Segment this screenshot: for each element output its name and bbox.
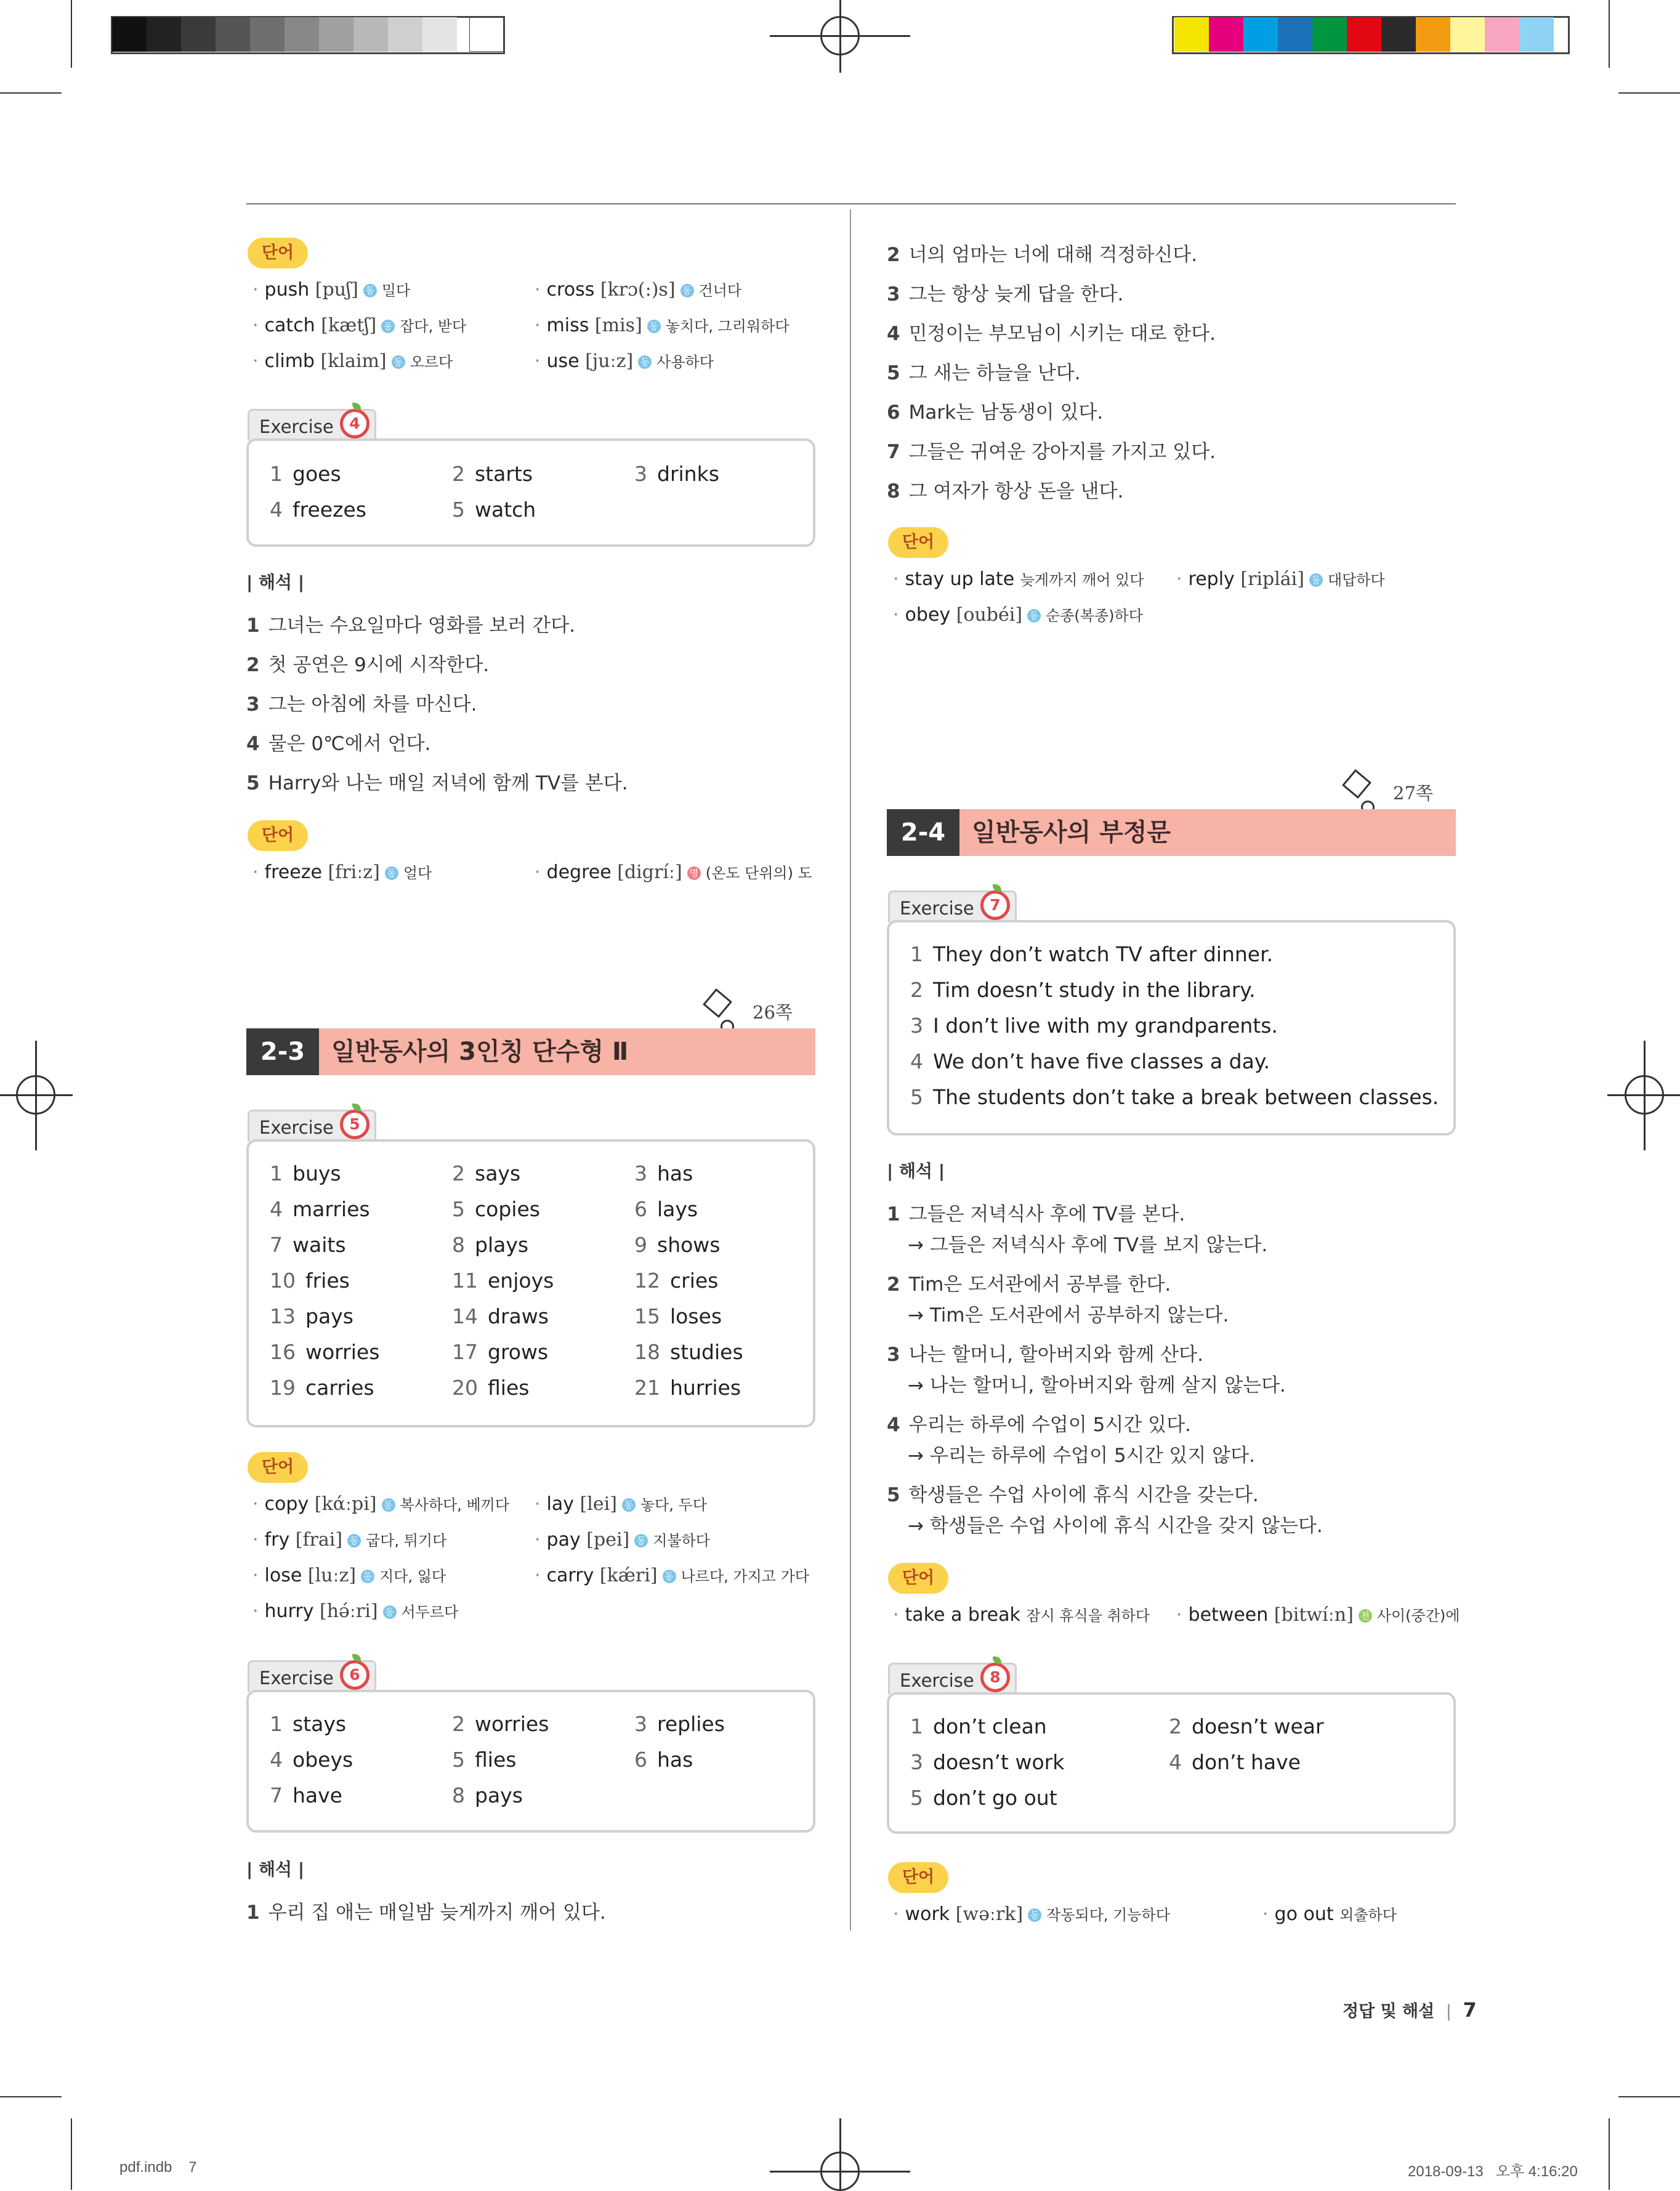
answer: 2 says — [452, 1161, 521, 1185]
answer: 9 shows — [634, 1233, 721, 1257]
vocab-item: · reply [riplái] 동 대답하다 — [1176, 568, 1385, 590]
translation-line: 4 민정이는 부모님이 시키는 대로 한다. — [887, 323, 1216, 345]
vocab-item: · lay [lei] 동 놓다, 두다 — [535, 1493, 707, 1515]
answer: 3 I don’t live with my grandparents. — [910, 1014, 1278, 1038]
vocab-item: · pay [pei] 동 지불하다 — [535, 1529, 710, 1551]
exercise-label: Exercise — [888, 890, 1017, 922]
answer: 16 worries — [270, 1340, 380, 1364]
vocab-tag: 단어 — [888, 1563, 948, 1594]
vocab-item: · hurry [hə́ːri] 동 서두르다 — [252, 1600, 459, 1622]
translation-negative: → 우리는 하루에 수업이 5시간 있지 않다. — [908, 1445, 1255, 1467]
translation-line: 5 학생들은 수업 사이에 휴식 시간을 갖는다. — [887, 1484, 1259, 1506]
vocab-tag: 단어 — [248, 238, 308, 268]
translation-negative: → 학생들은 수업 사이에 휴식 시간을 갖지 않는다. — [908, 1515, 1323, 1537]
print-timestamp: 2018-09-13 오후 4:16:20 — [1408, 2163, 1578, 2180]
translation-negative: → 그들은 저녁식사 후에 TV를 보지 않는다. — [908, 1234, 1268, 1256]
vocab-item: · copy [kάːpi] 동 복사하다, 베끼다 — [252, 1493, 510, 1515]
footer-label: 정답 및 해설 — [1343, 2002, 1435, 2021]
answer: 10 fries — [270, 1269, 350, 1293]
translation-line: 4 물은 0℃에서 언다. — [246, 733, 431, 755]
answer: 14 draws — [452, 1304, 549, 1328]
haeseok-heading: | 해석 | — [887, 1161, 945, 1181]
answer: 2 starts — [452, 462, 533, 486]
vocab-tag: 단어 — [248, 1452, 308, 1483]
translation-line: 5 Harry와 나는 매일 저녁에 함께 TV를 본다. — [246, 772, 628, 794]
answer: 7 have — [270, 1783, 342, 1807]
translation-line: 1 그들은 저녁식사 후에 TV를 본다. — [887, 1203, 1185, 1225]
vocab-item: · catch [kætʃ] 동 잡다, 받다 — [252, 315, 467, 336]
exercise-number: 5 — [340, 1110, 370, 1139]
answer: 1 don’t clean — [910, 1714, 1047, 1738]
translation-line: 1 그녀는 수요일마다 영화를 보러 간다. — [246, 615, 576, 637]
page-footer: 정답 및 해설 | 7 — [1343, 1998, 1477, 2022]
answer: 19 carries — [270, 1376, 374, 1400]
answer: 21 hurries — [634, 1376, 741, 1400]
translation-line: 1 우리 집 애는 매일밤 늦게까지 깨어 있다. — [246, 1902, 606, 1924]
answer: 6 lays — [634, 1197, 698, 1221]
answer: 17 grows — [452, 1340, 549, 1364]
haeseok-heading: | 해석 | — [246, 1859, 305, 1879]
vocab-item: · degree [digríː] 명 (온도 단위의) 도 — [535, 861, 812, 883]
section-number: 2-4 — [887, 809, 959, 856]
answer: 3 replies — [634, 1712, 725, 1736]
translation-line: 3 그는 아침에 차를 마신다. — [246, 693, 477, 716]
vocab-item: · obey [oubéi] 동 순종(복종)하다 — [893, 604, 1143, 626]
vocab-item: · freeze [friːz] 동 얼다 — [252, 861, 432, 883]
column-divider — [850, 209, 851, 1931]
answer: 2 Tim doesn’t study in the library. — [910, 978, 1256, 1002]
translation-line: 7 그들은 귀여운 강아지를 가지고 있다. — [887, 441, 1216, 463]
answer: 11 enjoys — [452, 1269, 554, 1293]
translation-negative: → 나는 할머니, 할아버지와 함께 살지 않는다. — [908, 1374, 1286, 1397]
translation-line: 4 우리는 하루에 수업이 5시간 있다. — [887, 1414, 1191, 1436]
vocab-item: · push [puʃ] 동 밀다 — [252, 279, 411, 301]
haeseok-heading: | 해석 | — [246, 572, 305, 592]
answer: 1 goes — [270, 462, 341, 486]
vocab-tag: 단어 — [888, 1862, 948, 1893]
vocab-item: · cross [krɔ(:)s] 동 건너다 — [535, 279, 742, 301]
answer: 2 doesn’t wear — [1169, 1714, 1324, 1738]
vocab-item: · carry [kǽri] 동 나르다, 가지고 가다 — [535, 1565, 809, 1586]
answer: 5 The students don’t take a break between classes. — [910, 1085, 1439, 1109]
answer: 4 don’t have — [1169, 1750, 1301, 1774]
answer: 4 marries — [270, 1197, 370, 1221]
vocab-item: · work [wəːrk] 동 작동되다, 기능하다 — [893, 1903, 1170, 1925]
answer: 12 cries — [634, 1269, 719, 1293]
vocab-item: · lose [luːz] 동 지다, 잃다 — [252, 1565, 446, 1586]
exercise-label: Exercise — [888, 1663, 1017, 1695]
answer: 1 They don’t watch TV after dinner. — [910, 942, 1274, 966]
translation-line: 2 첫 공연은 9시에 시작한다. — [246, 654, 490, 676]
vocab-item: · fry [frai] 동 굽다, 튀기다 — [252, 1529, 447, 1551]
answer: 5 watch — [452, 498, 536, 522]
answer: 6 has — [634, 1748, 693, 1772]
answer: 8 pays — [452, 1783, 523, 1807]
section-title: 일반동사의 3인칭 단수형 Ⅱ — [331, 1038, 629, 1066]
answer: 4 obeys — [270, 1748, 353, 1772]
translation-line: 3 나는 할머니, 할아버지와 함께 산다. — [887, 1344, 1203, 1366]
vocab-item: · stay up late 늦게까지 깨어 있다 — [893, 568, 1144, 590]
answer: 18 studies — [634, 1340, 743, 1364]
answer: 1 buys — [270, 1161, 341, 1185]
exercise-box — [246, 438, 815, 547]
answer: 3 drinks — [634, 462, 719, 486]
section-title: 일반동사의 부정문 — [972, 818, 1171, 847]
answer: 8 plays — [452, 1233, 529, 1257]
vocab-item: · miss [mis] 동 놓치다, 그리워하다 — [535, 315, 790, 336]
page-reference: 26쪽 — [753, 1002, 793, 1023]
vocab-item: · between [bitwíːn] 전 사이(중간)에 — [1176, 1604, 1460, 1626]
header-rule — [246, 203, 1456, 204]
answer: 5 flies — [452, 1748, 517, 1772]
translation-line: 3 그는 항상 늦게 답을 한다. — [887, 283, 1124, 305]
answer: 2 worries — [452, 1712, 549, 1736]
answer: 5 don’t go out — [910, 1786, 1057, 1810]
exercise-label: Exercise — [248, 1660, 376, 1692]
translation-line: 8 그 여자가 항상 돈을 낸다. — [887, 480, 1124, 502]
answer: 15 loses — [634, 1304, 722, 1328]
translation-line: 2 Tim은 도서관에서 공부를 한다. — [887, 1273, 1171, 1296]
exercise-label: Exercise — [248, 409, 376, 441]
exercise-number: 6 — [340, 1660, 370, 1690]
answer: 3 doesn’t work — [910, 1750, 1065, 1774]
vocab-item: · use [juːz] 동 사용하다 — [535, 350, 714, 372]
vocab-item: · climb [klaim] 동 오르다 — [252, 350, 453, 372]
translation-negative: → Tim은 도서관에서 공부하지 않는다. — [908, 1304, 1229, 1326]
answer: 7 waits — [270, 1233, 346, 1257]
vocab-tag: 단어 — [248, 820, 308, 851]
answer: 1 stays — [270, 1712, 347, 1736]
vocab-tag: 단어 — [888, 527, 948, 558]
answer: 13 pays — [270, 1304, 353, 1328]
answer: 5 copies — [452, 1197, 540, 1221]
exercise-number: 8 — [980, 1663, 1010, 1692]
page-number: 7 — [1463, 1998, 1477, 2022]
page-reference: 27쪽 — [1393, 783, 1433, 804]
book-icon — [1342, 769, 1371, 799]
exercise-label: Exercise — [248, 1110, 376, 1142]
answer: 3 has — [634, 1161, 693, 1185]
translation-line: 5 그 새는 하늘을 난다. — [887, 362, 1081, 384]
exercise-number: 7 — [980, 890, 1010, 920]
answer: 4 We don’t have five classes a day. — [910, 1049, 1270, 1073]
translation-line: 6 Mark는 남동생이 있다. — [887, 401, 1104, 424]
file-slug: pdf.indb 7 — [119, 2159, 197, 2176]
section-number: 2-3 — [246, 1028, 319, 1075]
vocab-item: · take a break 잠시 휴식을 취하다 — [893, 1604, 1150, 1626]
answer: 20 flies — [452, 1376, 530, 1400]
translation-line: 2 너의 엄마는 너에 대해 걱정하신다. — [887, 244, 1198, 266]
book-icon — [703, 988, 732, 1018]
answer: 4 freezes — [270, 498, 366, 522]
exercise-number: 4 — [340, 409, 370, 438]
vocab-item: · go out 외출하다 — [1262, 1903, 1397, 1925]
